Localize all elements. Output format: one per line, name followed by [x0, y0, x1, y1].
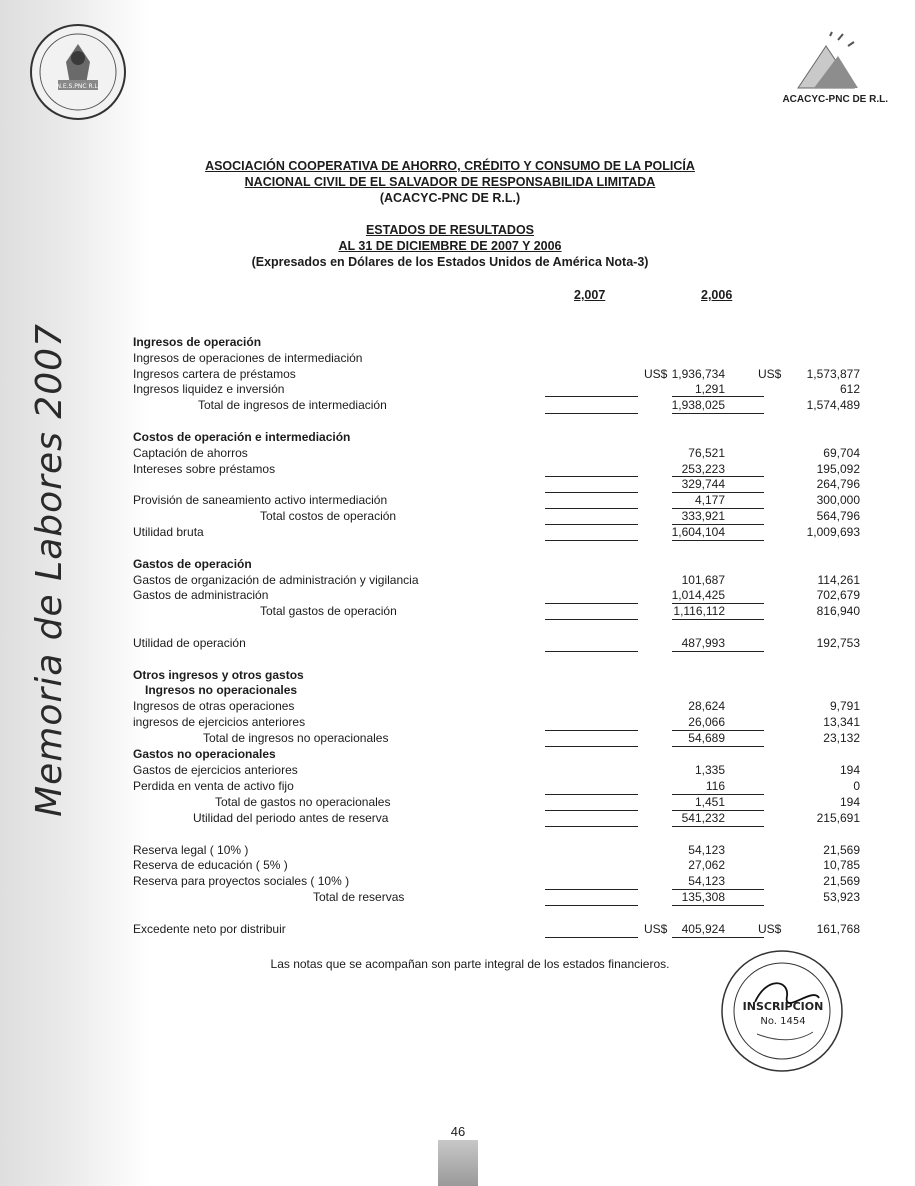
- underline-2007: [545, 905, 638, 906]
- underline-2007: [545, 540, 638, 541]
- value-2006: 13,341: [823, 715, 860, 729]
- value-2006: 114,261: [817, 573, 860, 587]
- value-2006: 702,679: [816, 588, 860, 602]
- row-label: Gastos de administración: [133, 588, 269, 602]
- underline-2007: [545, 413, 638, 414]
- value-2006: 564,796: [816, 509, 860, 523]
- value-2007: 1,938,025: [671, 398, 725, 412]
- row-label: Gastos de operación: [133, 557, 252, 571]
- underline-2006: [672, 508, 764, 509]
- underline-2007: [545, 619, 638, 620]
- underline-2006: [672, 476, 764, 477]
- value-2006: 9,791: [829, 699, 860, 713]
- underline-2006: [672, 826, 764, 827]
- row-label: Intereses sobre préstamos: [133, 462, 276, 476]
- underline-2007: [545, 651, 638, 652]
- value-2007: 76,521: [688, 446, 725, 460]
- value-2006: 300,000: [816, 493, 860, 507]
- row-label: Provisión de saneamiento activo intermediación: [133, 493, 388, 507]
- row-label: Captación de ahorros: [133, 446, 248, 460]
- value-2007: 1,936,734: [671, 367, 725, 381]
- value-2007: 487,993: [681, 636, 725, 650]
- underline-2007: [545, 826, 638, 827]
- underline-2007: [545, 524, 638, 525]
- value-2006: 1,574,489: [806, 398, 860, 412]
- underline-2007: [545, 492, 638, 493]
- row-label: Excedente neto por distribuir: [133, 922, 286, 936]
- value-2006: 23,132: [823, 731, 860, 745]
- value-2006: 53,923: [823, 890, 860, 904]
- underline-2006: [672, 937, 764, 938]
- underline-2007: [545, 476, 638, 477]
- currency-2007: US$: [644, 922, 668, 936]
- row-label: Total de gastos no operacionales: [215, 795, 391, 809]
- row-label: Gastos de ejercicios anteriores: [133, 763, 298, 777]
- currency-2007: US$: [644, 367, 668, 381]
- value-2007: 329,744: [681, 477, 725, 491]
- value-2006: 1,573,877: [806, 367, 860, 381]
- underline-2006: [672, 492, 764, 493]
- underline-2006: [672, 396, 764, 397]
- underline-2006: [672, 905, 764, 906]
- statement-currency-note: (Expresados en Dólares de los Estados Unidos de América Nota-3): [251, 255, 649, 269]
- value-2007: 1,014,425: [671, 588, 725, 602]
- row-label: Reserva legal ( 10% ): [133, 843, 249, 857]
- currency-2006: US$: [758, 922, 782, 936]
- currency-2006: US$: [758, 367, 782, 381]
- value-2007: 116: [705, 779, 725, 793]
- seal-lettering: N.E.S.PNC R.L.: [56, 83, 100, 90]
- underline-2006: [672, 603, 764, 604]
- underline-2007: [545, 794, 638, 795]
- value-2006: 194: [839, 795, 860, 809]
- page-tab: [438, 1140, 478, 1186]
- value-2007: 28,624: [688, 699, 725, 713]
- row-label: Ingresos de otras operaciones: [133, 699, 295, 713]
- sidebar-title: Memoria de Labores 2007: [29, 323, 70, 817]
- accountant-stamp: [717, 946, 847, 1076]
- column-header-2006: 2,006: [701, 288, 733, 302]
- value-2006: 612: [839, 382, 860, 396]
- value-2006: 1,009,693: [806, 525, 860, 539]
- org-acronym: (ACACYC-PNC DE R.L.): [379, 191, 521, 205]
- org-name-line1: ASOCIACIÓN COOPERATIVA DE AHORRO, CRÉDITO Y CONSUMO DE LA POLICÍA: [205, 159, 695, 173]
- row-label: Otros ingresos y otros gastos: [133, 668, 304, 682]
- underline-2007: [545, 746, 638, 747]
- row-label: Ingresos cartera de préstamos: [133, 367, 296, 381]
- underline-2007: [545, 508, 638, 509]
- org-name-line2: NACIONAL CIVIL DE EL SALVADOR DE RESPONSABILIDA LIMITADA: [244, 175, 656, 189]
- row-label: Total de ingresos no operacionales: [203, 731, 389, 745]
- underline-2007: [545, 603, 638, 604]
- underline-2007: [545, 396, 638, 397]
- row-label: Ingresos de operaciones de intermediación: [133, 351, 363, 365]
- value-2007: 1,116,112: [673, 604, 725, 618]
- row-label: Utilidad del periodo antes de reserva: [193, 811, 389, 825]
- row-label: Total de ingresos de intermediación: [198, 398, 387, 412]
- underline-2007: [545, 889, 638, 890]
- underline-2007: [545, 937, 638, 938]
- value-2006: 816,940: [816, 604, 860, 618]
- value-2006: 10,785: [823, 858, 860, 872]
- row-label: Ingresos no operacionales: [145, 683, 298, 697]
- underline-2006: [672, 413, 764, 414]
- value-2006: 0: [853, 779, 860, 793]
- value-2007: 1,335: [694, 763, 725, 777]
- value-2007: 541,232: [681, 811, 725, 825]
- value-2006: 69,704: [823, 446, 860, 460]
- page-number: 46: [450, 1124, 466, 1139]
- logo-caption: ACACYC-PNC DE R.L.: [782, 94, 888, 105]
- statement-title: ESTADOS DE RESULTADOS: [365, 223, 535, 237]
- value-2006: 195,092: [816, 462, 860, 476]
- row-label: Gastos no operacionales: [133, 747, 276, 761]
- row-label: Costos de operación e intermediación: [133, 430, 351, 444]
- row-label: Gastos de organización de administración y vigilancia: [133, 573, 419, 587]
- underline-2006: [672, 746, 764, 747]
- row-label: Ingresos liquidez e inversión: [133, 382, 285, 396]
- value-2006: 215,691: [816, 811, 860, 825]
- value-2007: 1,291: [694, 382, 725, 396]
- row-label: Reserva de educación ( 5% ): [133, 858, 288, 872]
- underline-2006: [672, 730, 764, 731]
- footnote: Las notas que se acompañan son parte integral de los estados financieros.: [270, 957, 670, 971]
- row-label: Utilidad de operación: [133, 636, 246, 650]
- value-2007: 4,177: [694, 493, 725, 507]
- underline-2006: [672, 524, 764, 525]
- value-2007: 101,687: [681, 573, 725, 587]
- underline-2006: [672, 794, 764, 795]
- value-2007: 1,604,104: [671, 525, 725, 539]
- statement-date: AL 31 DE DICIEMBRE DE 2007 Y 2006: [338, 239, 562, 253]
- value-2006: 194: [839, 763, 860, 777]
- underline-2006: [672, 540, 764, 541]
- row-label: Ingresos de operación: [133, 335, 262, 349]
- value-2007: 54,689: [688, 731, 725, 745]
- value-2007: 135,308: [681, 890, 725, 904]
- row-label: Perdida en venta de activo fijo: [133, 779, 294, 793]
- underline-2006: [672, 810, 764, 811]
- value-2007: 54,123: [688, 843, 725, 857]
- underline-2007: [545, 730, 638, 731]
- stamp-inscription: INSCRIPCION: [742, 1000, 824, 1013]
- row-label: Total de reservas: [313, 890, 405, 904]
- underline-2007: [545, 810, 638, 811]
- row-label: Reserva para proyectos sociales ( 10% ): [133, 874, 350, 888]
- value-2007: 54,123: [688, 874, 725, 888]
- row-label: Utilidad bruta: [133, 525, 204, 539]
- row-label: Total costos de operación: [260, 509, 397, 523]
- value-2006: 21,569: [823, 874, 860, 888]
- value-2007: 1,451: [694, 795, 725, 809]
- value-2006: 264,796: [816, 477, 860, 491]
- value-2006: 192,753: [816, 636, 860, 650]
- row-label: ingresos de ejercicios anteriores: [133, 715, 306, 729]
- underline-2006: [672, 889, 764, 890]
- value-2007: 27,062: [688, 858, 725, 872]
- stamp-number: No. 1454: [760, 1016, 806, 1027]
- value-2007: 333,921: [681, 509, 725, 523]
- value-2006: 161,768: [816, 922, 860, 936]
- value-2007: 26,066: [688, 715, 725, 729]
- underline-2006: [672, 619, 764, 620]
- row-label: Total gastos de operación: [260, 604, 397, 618]
- column-header-2007: 2,007: [574, 288, 606, 302]
- value-2007: 405,924: [681, 922, 725, 936]
- value-2007: 253,223: [681, 462, 725, 476]
- underline-2006: [672, 651, 764, 652]
- value-2006: 21,569: [823, 843, 860, 857]
- cooperative-seal-logo: [28, 22, 128, 122]
